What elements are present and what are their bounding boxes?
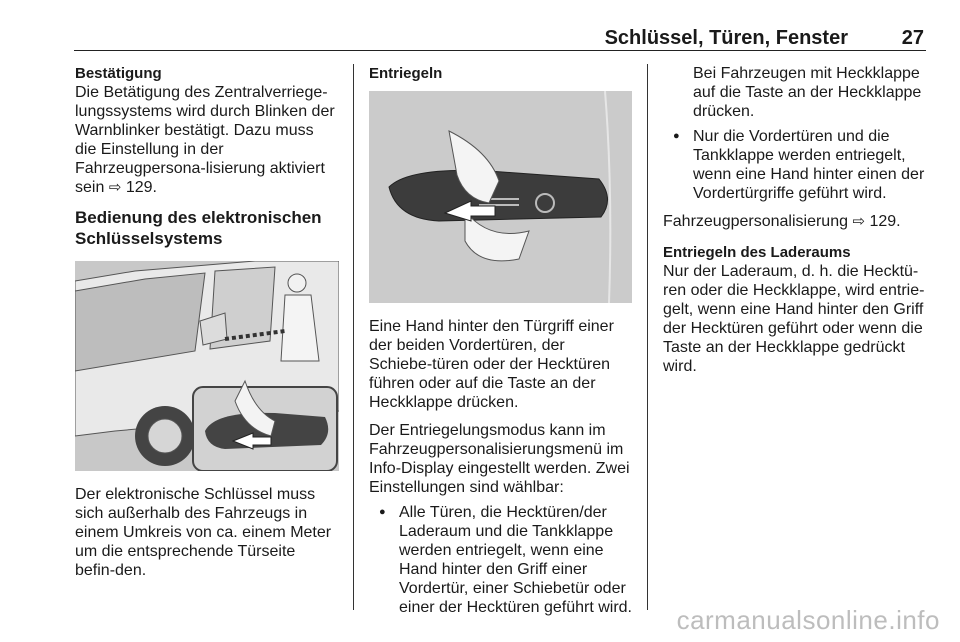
para-confirmation: Die Betätigung des Zentralverriege-lungssystems wird durch Blinken der Warnblinker bestätigt. Dazu muss die Einstellung in der Fahrzeugpersona-lisierung aktiviert sein ⇨ 129. xyxy=(75,84,335,196)
arrow-right-icon: ⇨ xyxy=(108,179,122,196)
page-header xyxy=(74,22,926,51)
heading-operation: Bedienung des elektronischen Schlüsselsystems xyxy=(75,208,322,248)
column-divider xyxy=(353,64,354,610)
para-personalization: Fahrzeugpersonalisierung ⇨ 129. xyxy=(663,213,901,230)
column-divider xyxy=(647,64,648,610)
column-middle xyxy=(369,64,632,623)
column-left xyxy=(75,64,339,580)
list-item-continuation: Bei Fahrzeugen mit Heckklappe auf die Taste an der Heckklappe drücken. xyxy=(693,65,922,120)
van-keyless-illustration xyxy=(75,261,339,471)
cross-reference[interactable]: 129. xyxy=(125,179,157,196)
heading-confirmation: Bestätigung xyxy=(75,65,162,82)
page-title: Schlüssel, Türen, Fenster xyxy=(604,27,848,49)
unlock-options-list-continued xyxy=(663,127,927,203)
arrow-right-icon: ⇨ xyxy=(852,213,866,230)
heading-unlock: Entriegeln xyxy=(369,65,443,82)
list-item: ● Nur die Vordertüren und die Tankklappe werden entriegelt, wenn eine Hand hinter einen der Vordertürgriffe geführt wird. xyxy=(663,127,927,203)
heading-cargo-unlock: Entriegeln des Laderaums xyxy=(663,244,851,261)
para-cargo-unlock: Nur der Laderaum, d. h. die Hecktü-ren oder die Heckklappe, wird entrie-gelt, wenn eine Hand hinter den Griff der Hecktüren geführt oder wenn die Taste an der Heckklappe gedrückt wird. xyxy=(663,263,925,375)
para-hand-behind-handle: Eine Hand hinter den Türgriff einer der beiden Vordertüren, der Schiebe-türen oder der Hecktüren führen oder auf die Taste an der Heckklappe drücken. xyxy=(369,318,614,411)
watermark: carmanualsonline.info xyxy=(676,605,940,635)
page-number: 27 xyxy=(901,27,924,49)
para-operation: Der elektronische Schlüssel muss sich außerhalb des Fahrzeugs in einem Umkreis von ca. einem Meter um die entsprechende Türseite befin-den. xyxy=(75,486,332,579)
cross-reference[interactable]: 129. xyxy=(869,213,901,230)
unlock-options-list xyxy=(369,503,632,617)
para-unlock-mode: Der Entriegelungsmodus kann im Fahrzeugpersonalisierungsmenü im Info-Display eingestellt werden. Zwei Einstellungen sind wählbar: xyxy=(369,422,630,496)
column-right xyxy=(663,64,927,376)
list-item: ● Alle Türen, die Hecktüren/der Laderaum und die Tankklappe werden entriegelt, wenn eine Hand hinter den Griff einer Vordertür, einer Schiebetür oder einer der Hecktüren geführt wird. xyxy=(369,503,632,617)
door-handle-illustration xyxy=(369,91,632,303)
